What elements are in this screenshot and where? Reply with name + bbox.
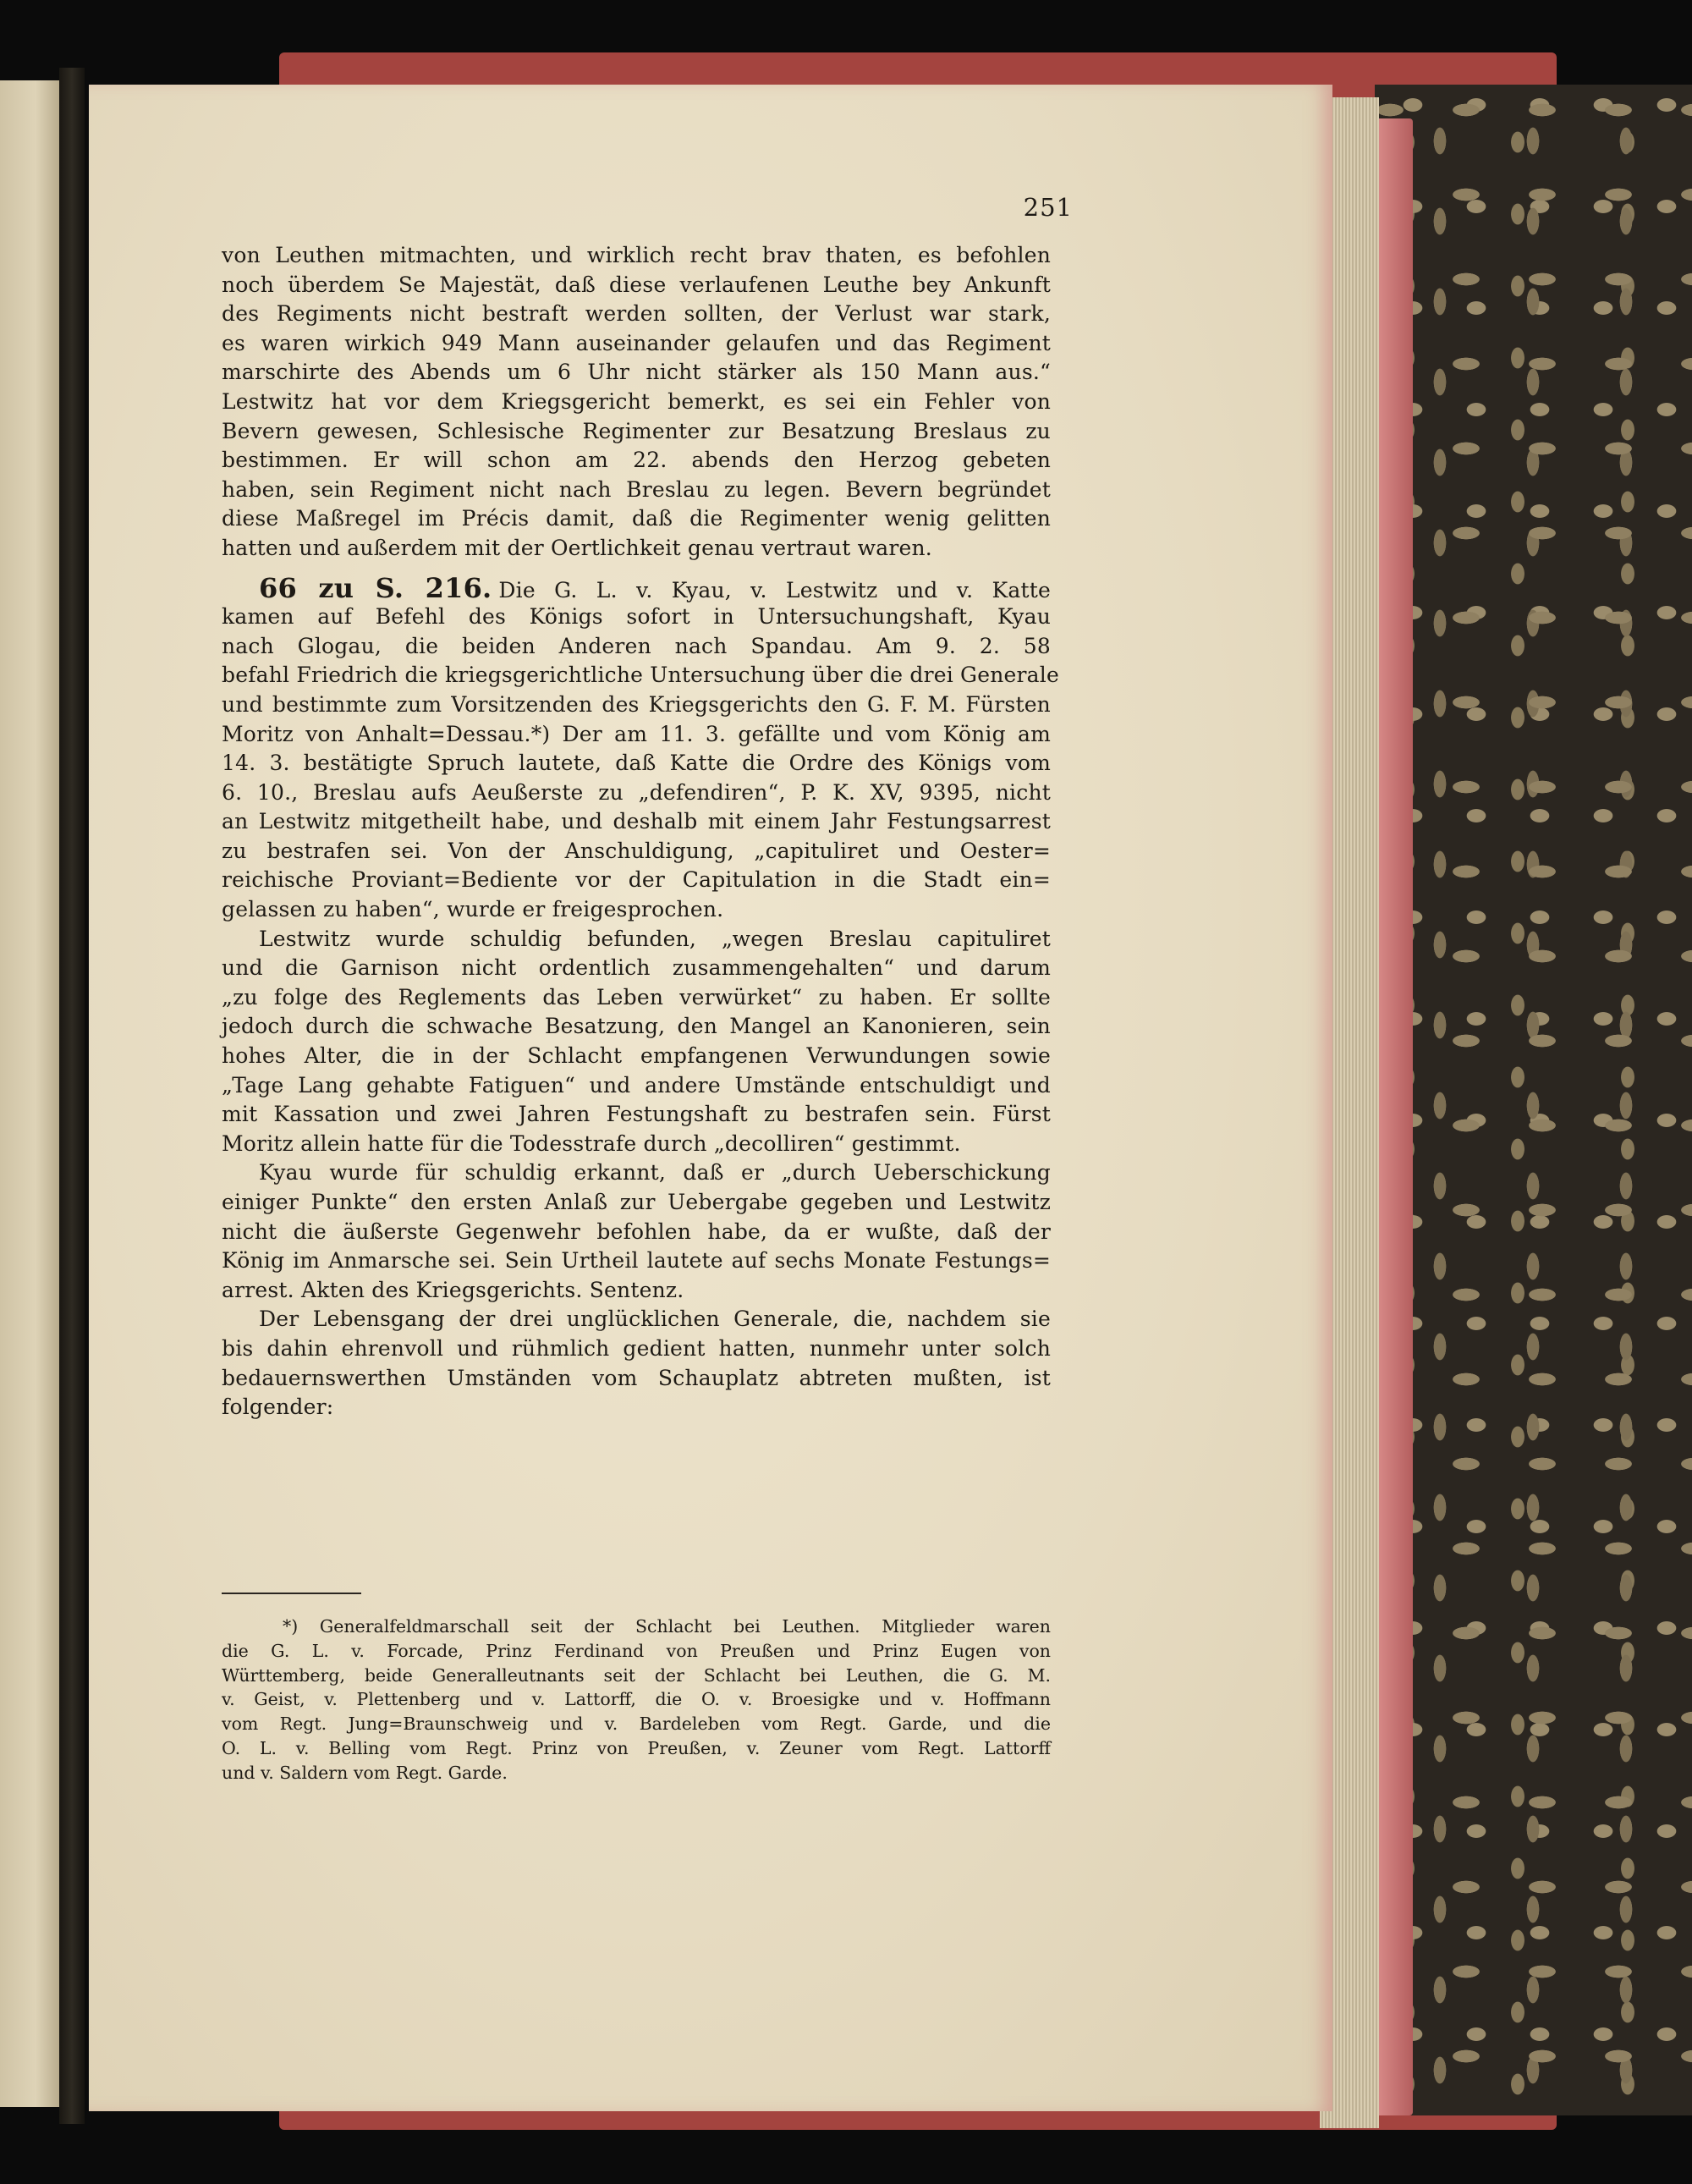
text-line: und bestimmte zum Vorsitzenden des Kriegsgerichts den G. F. M. Fürsten	[222, 691, 1051, 717]
footnote-line: die G. L. v. Forcade, Prinz Ferdinand von Preußen und Prinz Eugen von	[222, 1640, 1051, 1661]
footnote-line: vom Regt. Jung=Braunschweig und v. Bardeleben vom Regt. Garde, und die	[222, 1714, 1051, 1735]
text-line: einiger Punkte“ den ersten Anlaß zur Uebergabe gegeben und Lestwitz	[222, 1190, 1051, 1214]
text-line: Lestwitz hat vor dem Kriegsgericht bemerkt, es sei ein Fehler von	[222, 388, 1051, 414]
book-gutter	[59, 68, 85, 2124]
section-marker: 66 zu S. 216.	[259, 571, 492, 604]
text-line: es waren wirkich 949 Mann auseinander gelaufen und das Regiment	[222, 330, 1051, 355]
text-line: gelassen zu haben“, wurde er freigesprochen.	[222, 897, 724, 922]
text-line: Moritz allein hatte für die Todesstrafe durch „decolliren“ gestimmt.	[222, 1131, 961, 1156]
text-line: Kyau wurde für schuldig erkannt, daß er „durch Ueberschickung	[259, 1160, 1051, 1186]
text-line: Lestwitz wurde schuldig befunden, „wegen Breslau capituliret	[259, 926, 1051, 951]
text-line: folgender:	[222, 1395, 334, 1420]
text-line: und die Garnison nicht ordentlich zusammengehalten“ und darum	[222, 955, 1051, 981]
text-line: zu bestrafen sei. Von der Anschuldigung, „capituliret und Oester=	[222, 838, 1051, 863]
text-line: bestimmen. Er will schon am 22. abends den Herzog gebeten	[222, 448, 1051, 473]
text-line: haben, sein Regiment nicht nach Breslau zu legen. Bevern begründet	[222, 476, 1051, 502]
text-line: „zu folge des Reglements das Leben verwürket“ zu haben. Er sollte	[222, 984, 1051, 1009]
footnotes	[222, 1615, 1051, 1785]
text-line: bis dahin ehrenvoll und rühmlich gedient hatten, nunmehr unter solch	[222, 1335, 1051, 1361]
footnote-line: und v. Saldern vom Regt. Garde.	[222, 1762, 508, 1783]
text-line: befahl Friedrich die kriegsgerichtliche Untersuchung über die drei Generale	[222, 663, 1059, 688]
text-line: noch überdem Se Majestät, daß diese verlaufenen Leuthe bey Ankunft	[222, 272, 1051, 297]
page-number: 251	[1023, 193, 1073, 222]
footnote-rule	[222, 1593, 361, 1594]
text-line: jedoch durch die schwache Besatzung, den Mangel an Kanonieren, sein	[222, 1014, 1051, 1039]
text-line: nicht die äußerste Gegenwehr befohlen habe, da er wußte, daß der	[222, 1219, 1051, 1244]
text-line: mit Kassation und zwei Jahren Festungshaft zu bestrafen sein. Fürst	[222, 1102, 1051, 1127]
text-line: reichische Proviant=Bediente vor der Capitulation in die Stadt ein=	[222, 867, 1051, 893]
text-line: hohes Alter, die in der Schlacht empfangenen Verwundungen sowie	[222, 1043, 1051, 1069]
text-line: König im Anmarsche sei. Sein Urtheil lautete auf sechs Monate Festungs=	[222, 1248, 1051, 1274]
text-line: 6. 10., Breslau aufs Aeußerste zu „defendiren“, P. K. XV, 9395, nicht	[222, 779, 1051, 805]
text-line: Der Lebensgang der drei unglücklichen Generale, die, nachdem sie	[259, 1307, 1051, 1332]
footnote-line: Württemberg, beide Generalleutnants seit der Schlacht bei Leuthen, die G. M.	[222, 1664, 1051, 1686]
note-section-66	[222, 571, 1059, 1422]
text-line: Moritz von Anhalt=Dessau.*) Der am 11. 3. gefällte und vom König am	[222, 721, 1051, 746]
left-page-edge	[0, 80, 59, 2107]
page-body	[222, 241, 1059, 1422]
text-line: des Regiments nicht bestraft werden sollten, der Verlust war stark,	[222, 301, 1051, 327]
text-line: an Lestwitz mitgetheilt habe, und deshalb mit einem Jahr Festungsarrest	[222, 809, 1051, 834]
text-line: „Tage Lang gehabte Fatiguen“ und andere Umstände entschuldigt und	[222, 1072, 1051, 1098]
text-line: diese Maßregel im Précis damit, daß die Regimenter wenig gelitten	[222, 506, 1051, 531]
text-line: kamen auf Befehl des Königs sofort in Untersuchungshaft, Kyau	[222, 604, 1051, 630]
text-line: marschirte des Abends um 6 Uhr nicht stärker als 150 Mann aus.“	[222, 360, 1051, 385]
text-line: hatten und außerdem mit der Oertlichkeit genau vertraut waren.	[222, 535, 932, 560]
section-heading-line	[222, 571, 1051, 604]
text-line: von Leuthen mitmachten, und wirklich recht brav thaten, es befohlen	[222, 243, 1051, 267]
text-line: arrest. Akten des Kriegsgerichts. Sentenz.	[222, 1277, 684, 1302]
text-line: Bevern gewesen, Schlesische Regimenter zur Besatzung Breslaus zu	[222, 418, 1051, 443]
footnote-line: *) Generalfeldmarschall seit der Schlacht bei Leuthen. Mitglieder waren	[283, 1616, 1051, 1637]
text-line: 14. 3. bestätigte Spruch lautete, daß Katte die Ordre des Königs vom	[222, 751, 1051, 776]
section-first-line: Die G. L. v. Kyau, v. Lestwitz und v. Katte	[498, 577, 1051, 602]
marbled-cover-pattern	[1375, 85, 1692, 2115]
paragraph-continuation	[222, 241, 1051, 564]
text-line: nach Glogau, die beiden Anderen nach Spandau. Am 9. 2. 58	[222, 633, 1051, 658]
footnote-line: v. Geist, v. Plettenberg und v. Lattorff, die O. v. Broesigke und v. Hoffmann	[222, 1689, 1051, 1710]
footnote-line: O. L. v. Belling vom Regt. Prinz von Preußen, v. Zeuner vom Regt. Lattorff	[222, 1737, 1051, 1758]
text-line: bedauernswerthen Umständen vom Schauplatz abtreten mußten, ist	[222, 1365, 1051, 1390]
